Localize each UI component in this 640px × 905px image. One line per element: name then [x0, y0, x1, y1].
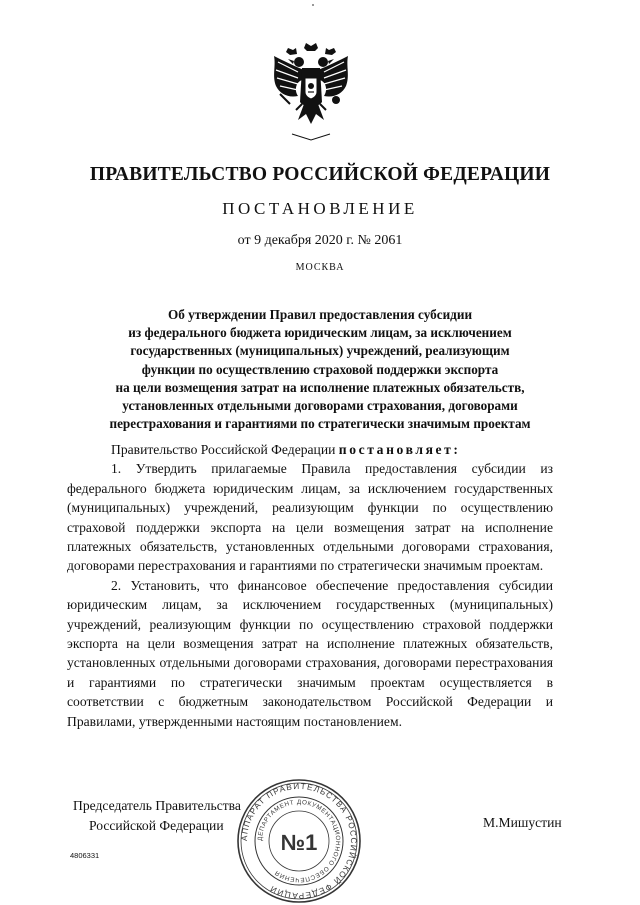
stamp-inner-text: ДЕПАРТАМЕНТ ДОКУМЕНТАЦИОННОГО ОБЕСПЕЧЕНИЯ: [256, 798, 342, 884]
coat-of-arms-icon: [268, 42, 354, 142]
paragraph-1: 1. Утвердить прилагаемые Правила предоставления субсидии из федерального бюджета юридическим лицам, за исключением государственных (муниципальных) учреждений, реализующим функции по осуществлению страховой поддержки экспорта на цели возмещения затрат на исполнение платежных обязательств, установленных отдельными договорами страхования, договорами перестрахования и гарантиями по стратегически значимым проектам.: [67, 461, 553, 574]
stamp-outer-text: АППАРАТ ПРАВИТЕЛЬСТВА РОССИЙСКОЙ ФЕДЕРАЦИИ: [239, 781, 359, 901]
city: МОСКВА: [295, 262, 345, 273]
stamp-number: №1: [280, 830, 318, 855]
date-and-number: от 9 декабря 2020 г. № 2061: [237, 233, 403, 248]
scan-speck: [312, 4, 314, 6]
title-line: установленных отдельными договорами страхования, договорами: [122, 398, 518, 414]
document-title: [60, 306, 580, 433]
title-line: на цели возмещения затрат на исполнение платежных обязательств,: [115, 379, 525, 395]
title-line: из федерального бюджета юридическим лицам, за исключением: [128, 325, 512, 341]
government-heading: ПРАВИТЕЛЬСТВО РОССИЙСКОЙ ФЕДЕРАЦИИ: [89, 164, 551, 185]
official-seal-icon: [235, 778, 363, 904]
preamble: [67, 440, 553, 459]
paragraph-2: 2. Установить, что финансовое обеспечение предоставления субсидии юридическим лицам, за исключением государственных (муниципальных) учреждений, реализующим функции по осуществлению страховой поддержки экспорта на цели возмещения затрат на исполнение платежных обязательств, установленных отдельными договорами страхования, договорами перестрахования и гарантиями по стратегически значимым проектам осуществляется в соответствии с бюджетным законодательством Российской Федерации и Правилами, утвержденными настоящим постановлением.: [67, 577, 553, 729]
title-line: Об утверждении Правил предоставления субсидии: [167, 307, 473, 322]
document-body: [67, 440, 553, 731]
position-line: Председатель Правительства: [73, 798, 241, 813]
title-line: функции по осуществлению страховой поддержки экспорта: [141, 361, 499, 377]
registration-number: 4806331: [70, 851, 100, 860]
preamble-emphasis: постановляет:: [338, 442, 461, 457]
title-line: государственных (муниципальных) учреждений, реализующим: [130, 343, 510, 359]
position-line: Российской Федерации: [89, 817, 224, 833]
signatory-position: [73, 796, 241, 835]
title-line: перестрахования и гарантиями по стратегически значимым проектам: [109, 416, 531, 432]
preamble-text: Правительство Российской Федерации: [111, 442, 339, 457]
document-type: ПОСТАНОВЛЕНИЕ: [222, 199, 418, 218]
signatory-name: М.Мишустин: [483, 815, 562, 830]
